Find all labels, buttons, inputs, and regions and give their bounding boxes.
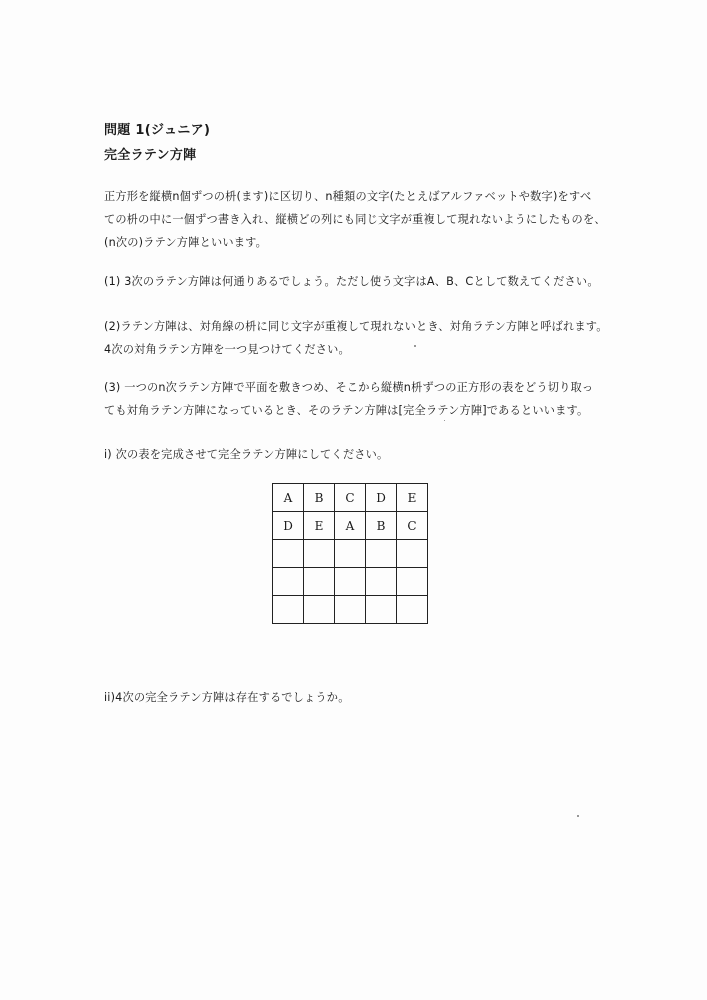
table-cell [366, 596, 397, 624]
table-cell [366, 568, 397, 596]
table-cell [273, 540, 304, 568]
table-cell [335, 540, 366, 568]
question-3-line: ても対角ラテン方陣になっているとき、そのラテン方陣は[完全ラテン方陣]であるといいます。 [104, 404, 589, 417]
intro-line: 正方形を縦横n個ずつの枡(ます)に区切り、n種類の文字(たとえばアルファベットや数字)をすべ [104, 190, 592, 203]
table-cell [304, 568, 335, 596]
problem-title: 問題 1(ジュニア) [104, 123, 211, 138]
table-cell [366, 540, 397, 568]
question-1-text: (1) 3次のラテン方陣は何通りあるでしょう。ただし使う文字はA、B、Cとして数えてください。 [104, 275, 599, 288]
subquestion-i-text: i) 次の表を完成させて完全ラテン方陣にしてください。 [104, 448, 389, 461]
table-cell: E [304, 512, 335, 540]
table-row [273, 484, 428, 512]
intro-paragraph [104, 185, 624, 254]
table-cell: C [335, 484, 366, 512]
table-cell [273, 596, 304, 624]
question-1 [104, 270, 624, 293]
problem-subtitle: 完全ラテン方陣 [104, 148, 197, 163]
question-2-line: 4次の対角ラテン方陣を一つ見つけてください。 [104, 343, 350, 356]
intro-line: ての枡の中に一個ずつ書き入れ、縦横どの列にも同じ文字が重複して現れないようにしたものを、 [104, 213, 606, 226]
latin-square-table [272, 483, 428, 624]
question-2 [104, 315, 624, 361]
table-cell [304, 596, 335, 624]
table-row [273, 568, 428, 596]
table-cell [273, 568, 304, 596]
scan-speck [577, 815, 579, 817]
scan-speck [444, 420, 445, 421]
question-3-line: (3) 一つのn次ラテン方陣で平面を敷きつめ、そこから縦横n枡ずつの正方形の表をどう切り取っ [104, 381, 594, 394]
table-row [273, 540, 428, 568]
table-cell: E [397, 484, 428, 512]
table-cell [335, 568, 366, 596]
subquestion-i [104, 443, 624, 466]
table-cell: B [366, 512, 397, 540]
intro-line: (n次の)ラテン方陣といいます。 [104, 236, 268, 249]
table-cell [335, 596, 366, 624]
subquestion-ii-text: ii)4次の完全ラテン方陣は存在するでしょうか。 [104, 691, 350, 704]
table-cell [397, 596, 428, 624]
table-cell: A [335, 512, 366, 540]
table-cell [397, 568, 428, 596]
table-cell: C [397, 512, 428, 540]
table-cell: D [273, 512, 304, 540]
table-cell [397, 540, 428, 568]
table-cell: B [304, 484, 335, 512]
scan-speck [414, 345, 416, 347]
table-cell: A [273, 484, 304, 512]
table-row [273, 512, 428, 540]
table-cell: D [366, 484, 397, 512]
question-3 [104, 376, 624, 422]
table-row [273, 596, 428, 624]
subquestion-ii [104, 686, 624, 709]
question-2-line: (2)ラテン方陣は、対角線の枡に同じ文字が重複して現れないとき、対角ラテン方陣と呼ばれます。 [104, 320, 608, 333]
table-cell [304, 540, 335, 568]
